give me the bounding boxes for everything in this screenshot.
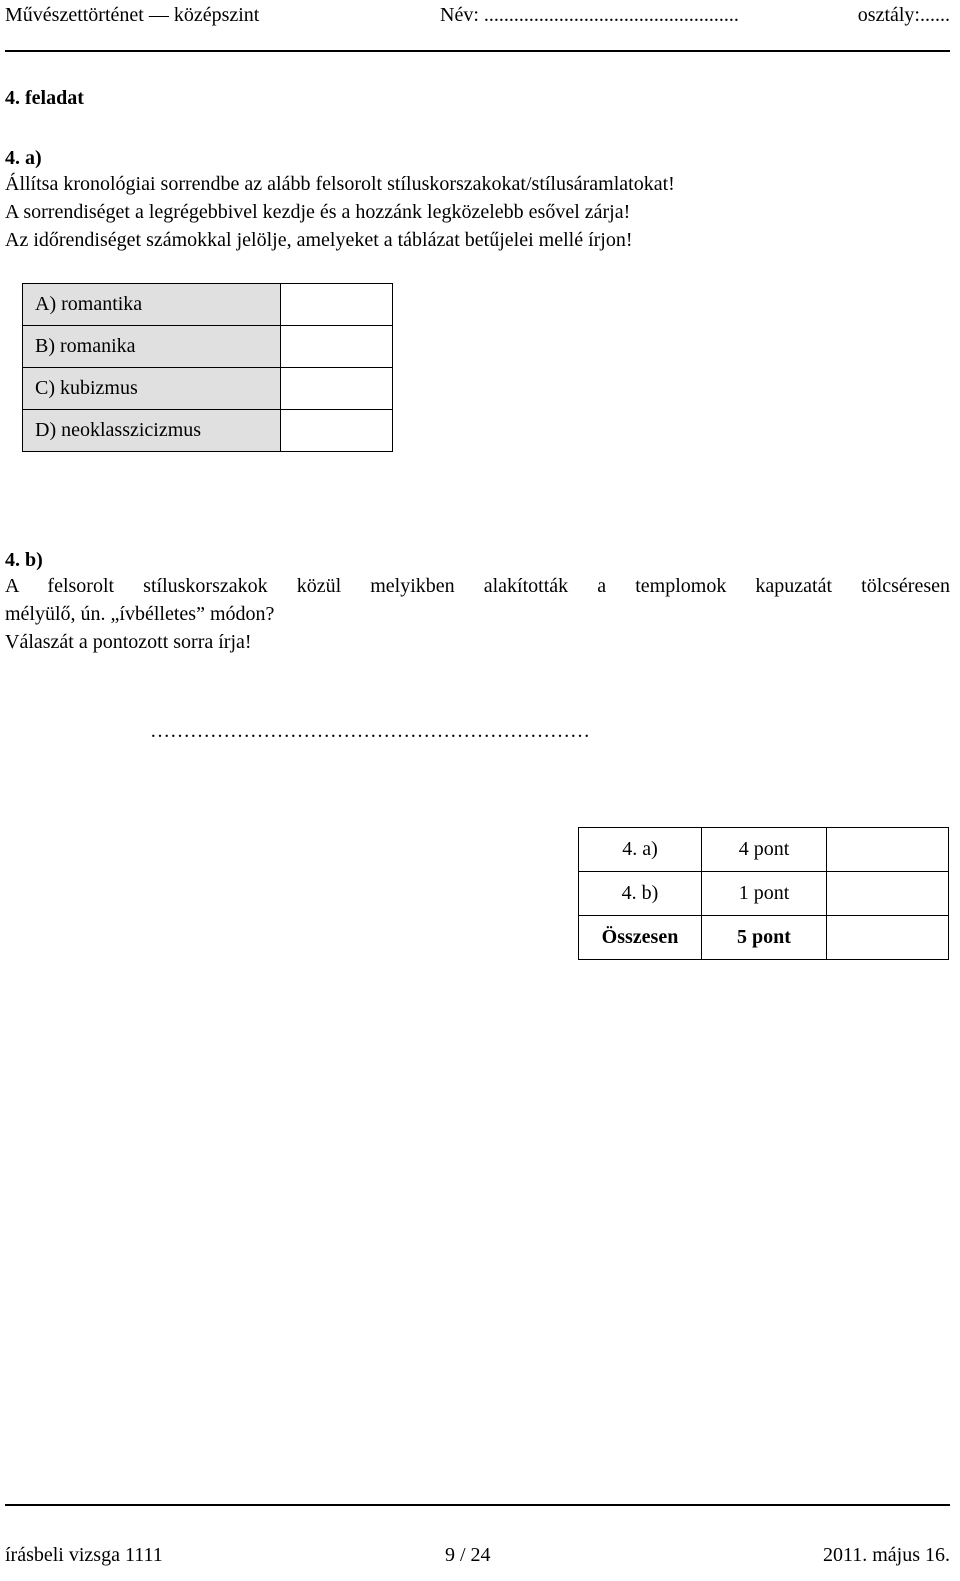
task-a-line-2: A sorrendiséget a legrégebbivel kezdje és a hozzánk legközelebb esővel zárja! bbox=[5, 201, 631, 223]
score-table bbox=[578, 827, 949, 960]
score-total-label: Összesen bbox=[579, 916, 702, 960]
task-b-line-1: A felsorolt stíluskorszakok közül melyikben alakították a templomok kapuzatát tölcséresen bbox=[5, 575, 950, 597]
task-title: 4. feladat bbox=[5, 87, 84, 109]
order-answer-cell[interactable] bbox=[281, 284, 393, 326]
score-points: 1 pont bbox=[702, 872, 827, 916]
task-b-label: 4. b) bbox=[5, 549, 43, 571]
score-task: 4. a) bbox=[579, 828, 702, 872]
table-row bbox=[579, 828, 949, 872]
table-row bbox=[23, 410, 393, 452]
header-divider bbox=[5, 50, 950, 52]
style-label: D) neoklasszicizmus bbox=[23, 410, 281, 452]
task-b-instructions bbox=[5, 572, 950, 656]
task-a-line-3: Az időrendiséget számokkal jelölje, amelyeket a táblázat betűjelei mellé írjon! bbox=[5, 229, 633, 251]
footer-page-number: 9 / 24 bbox=[445, 1544, 491, 1566]
style-label: A) romantika bbox=[23, 284, 281, 326]
table-row bbox=[23, 368, 393, 410]
score-earned-cell[interactable] bbox=[827, 916, 949, 960]
task-a-label: 4. a) bbox=[5, 147, 42, 169]
task-a-instructions bbox=[5, 170, 950, 254]
score-total-points: 5 pont bbox=[702, 916, 827, 960]
table-row bbox=[579, 916, 949, 960]
header-class-field: osztály:...... bbox=[857, 4, 950, 26]
style-label: C) kubizmus bbox=[23, 368, 281, 410]
task-b-line-2: mélyülő, ún. „ívbélletes” módon? bbox=[5, 603, 275, 625]
header-name-field: Név: ................................................... bbox=[440, 4, 739, 26]
table-row bbox=[23, 284, 393, 326]
page-header bbox=[5, 0, 950, 38]
task-a-line-1: Állítsa kronológiai sorrendbe az alább felsorolt stíluskorszakokat/stílusáramlatokat! bbox=[5, 173, 675, 195]
chronology-table bbox=[22, 283, 393, 452]
score-earned-cell[interactable] bbox=[827, 872, 949, 916]
order-answer-cell[interactable] bbox=[281, 410, 393, 452]
score-earned-cell[interactable] bbox=[827, 828, 949, 872]
score-task: 4. b) bbox=[579, 872, 702, 916]
footer-divider bbox=[5, 1504, 950, 1506]
task-b-line-3: Válaszát a pontozott sorra írja! bbox=[5, 631, 252, 653]
order-answer-cell[interactable] bbox=[281, 326, 393, 368]
footer-date: 2011. május 16. bbox=[822, 1544, 950, 1566]
footer-exam-code: írásbeli vizsga 1111 bbox=[5, 1544, 163, 1566]
table-row bbox=[23, 326, 393, 368]
score-points: 4 pont bbox=[702, 828, 827, 872]
table-row bbox=[579, 872, 949, 916]
header-subject: Művészettörténet — középszint bbox=[5, 4, 260, 26]
order-answer-cell[interactable] bbox=[281, 368, 393, 410]
style-label: B) romanika bbox=[23, 326, 281, 368]
answer-dotted-line[interactable]: ………………………………………………………… bbox=[150, 720, 590, 742]
